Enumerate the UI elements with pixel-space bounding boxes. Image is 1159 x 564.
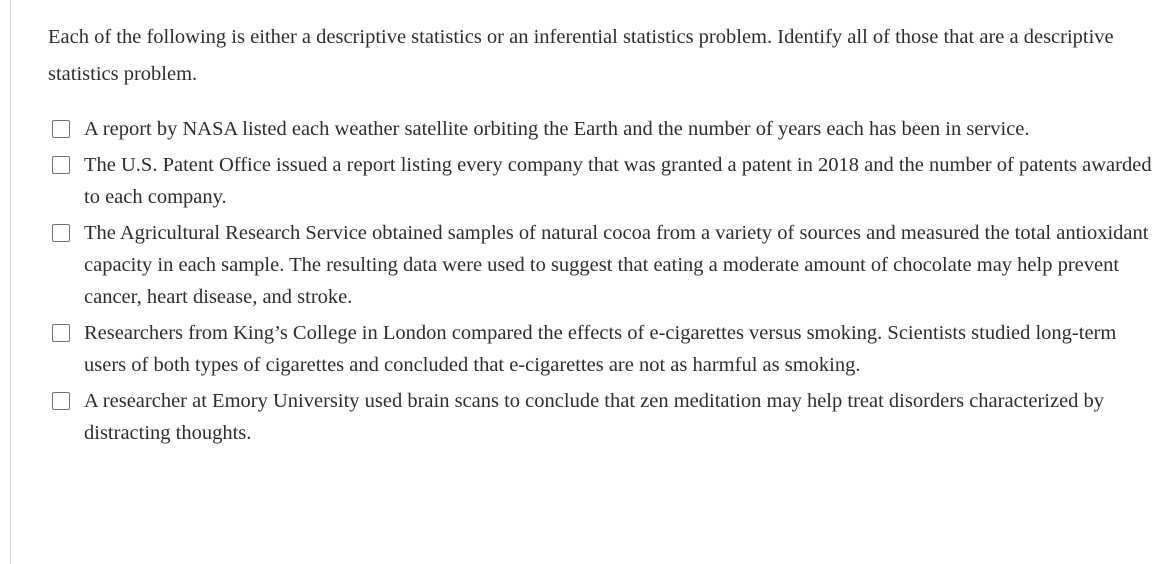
question-prompt: Each of the following is either a descriptive statistics or an inferential statistics problem. Identify all of those that are a descriptive statistics problem. — [48, 26, 1114, 85]
answer-option-4[interactable] — [52, 319, 1156, 381]
answer-label-2[interactable]: The U.S. Patent Office issued a report listing every company that was granted a patent in 2018 and the number of patents awarded to each company. — [84, 154, 1152, 208]
answer-checkbox-4[interactable] — [52, 324, 70, 342]
answer-checkbox-3[interactable] — [52, 224, 70, 242]
answer-checkbox-1[interactable] — [52, 120, 70, 138]
answer-option-2[interactable] — [52, 151, 1156, 213]
answer-label-3[interactable]: The Agricultural Research Service obtained samples of natural cocoa from a variety of sources and measured the total antioxidant capacity in each sample. The resulting data were used to suggest that eating a moderate amount of chocolate may help prevent cancer, heart disease, and stroke. — [84, 222, 1149, 308]
answer-label-4[interactable]: Researchers from King’s College in London compared the effects of e-cigarettes versus smoking. Scientists studied long-term users of both types of cigarettes and concluded that e-cigarettes are not as harmful as smoking. — [84, 322, 1117, 376]
answer-option-3[interactable] — [52, 219, 1156, 313]
answer-option-5[interactable] — [52, 387, 1156, 449]
left-panel-divider — [10, 0, 11, 564]
answer-label-1[interactable]: A report by NASA listed each weather satellite orbiting the Earth and the number of years each has been in service. — [84, 118, 1030, 140]
answer-checkbox-5[interactable] — [52, 392, 70, 410]
answer-option-1[interactable] — [52, 115, 1156, 145]
answer-label-5[interactable]: A researcher at Emory University used brain scans to conclude that zen meditation may help treat disorders characterized by distracting thoughts. — [84, 390, 1105, 444]
answer-checkbox-2[interactable] — [52, 156, 70, 174]
answer-options-list — [52, 115, 1156, 455]
